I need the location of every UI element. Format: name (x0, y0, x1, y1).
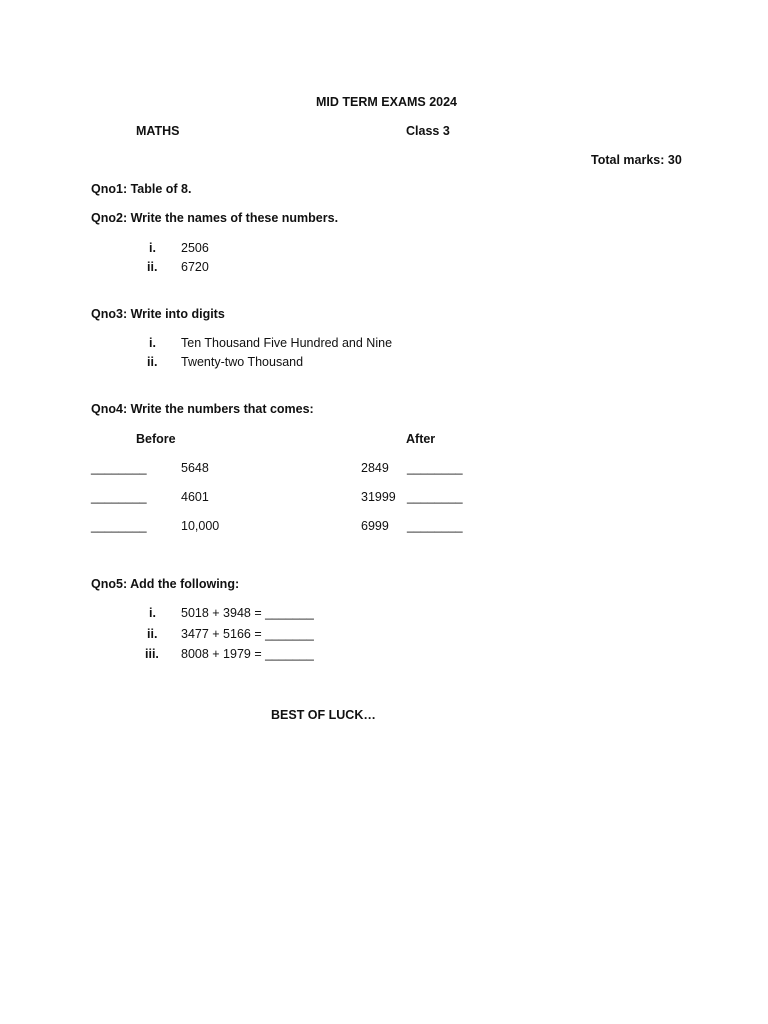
q3-heading: Qno3: Write into digits (91, 307, 225, 321)
list-marker: i. (149, 241, 156, 255)
after-number: 2849 (361, 461, 389, 475)
before-number: 5648 (181, 461, 209, 475)
class-label: Class 3 (406, 124, 450, 138)
after-blank: ________ (407, 490, 463, 504)
list-marker: ii. (147, 627, 158, 641)
q1-heading: Qno1: Table of 8. (91, 182, 192, 196)
list-item: Ten Thousand Five Hundred and Nine (181, 336, 393, 350)
list-item: Twenty-two Thousand (181, 355, 304, 369)
after-number: 6999 (361, 519, 389, 533)
exam-title: MID TERM EXAMS 2024 (316, 95, 458, 109)
list-item: 5018 + 3948 = _______ (181, 606, 314, 620)
list-marker: i. (149, 336, 156, 350)
after-number: 31999 (361, 490, 396, 504)
list-marker: ii. (147, 355, 158, 369)
q2-heading: Qno2: Write the names of these numbers. (91, 211, 339, 225)
total-marks: Total marks: 30 (591, 153, 682, 167)
before-number: 4601 (181, 490, 209, 504)
list-marker: i. (149, 606, 156, 620)
after-blank: ________ (407, 461, 463, 475)
before-blank: ________ (91, 490, 147, 504)
list-item: 8008 + 1979 = _______ (181, 647, 314, 661)
list-item: 3477 + 5166 = _______ (181, 627, 314, 641)
before-blank: ________ (91, 519, 147, 533)
list-item: 2506 (181, 241, 209, 255)
list-item: 6720 (181, 260, 209, 274)
before-column-header: Before (136, 432, 176, 446)
list-marker: ii. (147, 260, 158, 274)
subject-label: MATHS (136, 124, 180, 138)
before-number: 10,000 (181, 519, 220, 533)
before-blank: ________ (91, 461, 147, 475)
closing-message: BEST OF LUCK… (271, 708, 376, 722)
after-column-header: After (406, 432, 436, 446)
after-blank: ________ (407, 519, 463, 533)
q4-heading: Qno4: Write the numbers that comes: (91, 402, 314, 416)
q5-heading: Qno5: Add the following: (91, 577, 240, 591)
list-marker: iii. (145, 647, 159, 661)
